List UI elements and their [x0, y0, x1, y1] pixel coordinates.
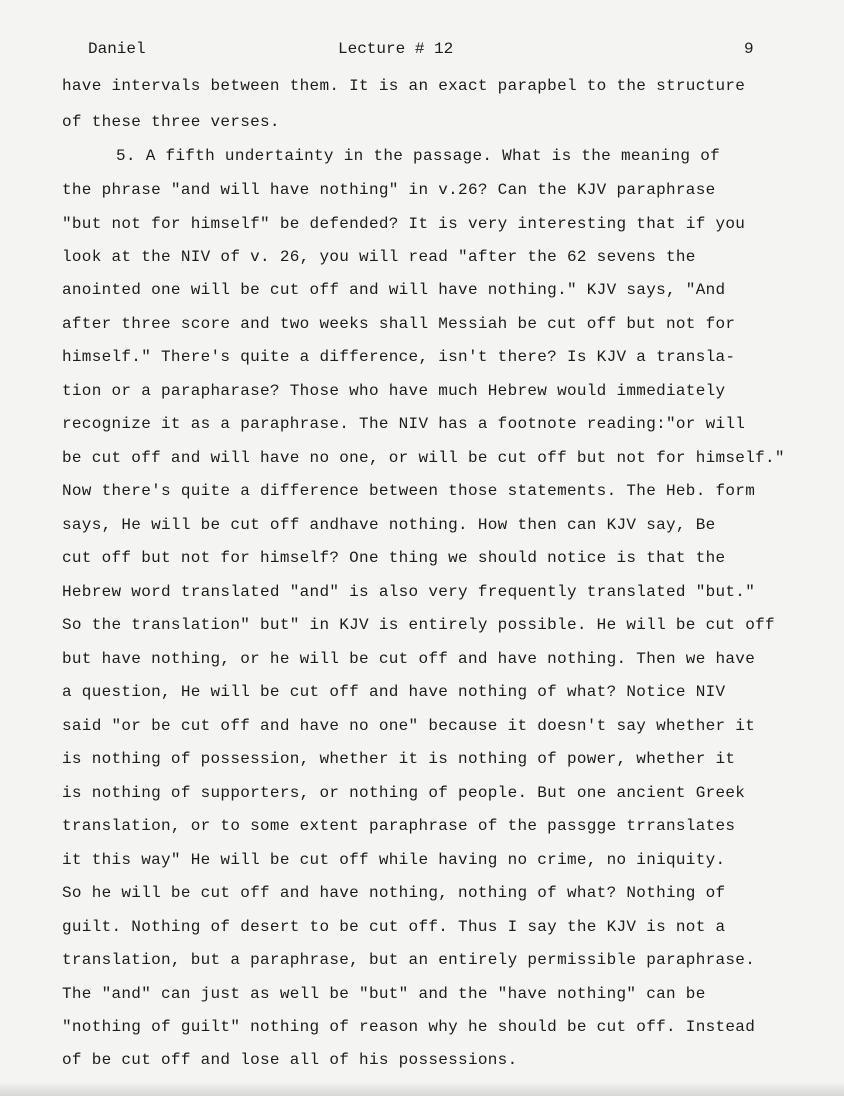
text-line: The "and" can just as well be "but" and the "have nothing" can be — [62, 985, 706, 1003]
text-line: look at the NIV of v. 26, you will read "after the 62 sevens the — [62, 248, 696, 266]
page-number: 9 — [744, 40, 754, 58]
text-line: recognize it as a paraphrase. The NIV has a footnote reading:"or will — [62, 415, 746, 433]
text-line: "but not for himself" be defended? It is very interesting that if you — [62, 215, 746, 233]
text-line: the phrase "and will have nothing" in v.26? Can the KJV paraphrase — [62, 181, 716, 199]
text-line: of these three verses. — [62, 113, 280, 131]
text-line: is nothing of supporters, or nothing of people. But one ancient Greek — [62, 784, 746, 802]
text-line: but have nothing, or he will be cut off and have nothing. Then we have — [62, 650, 756, 668]
text-line: after three score and two weeks shall Messiah be cut off but not for — [62, 315, 736, 333]
lecture-number: Lecture # 12 — [338, 40, 454, 58]
text-line: have intervals between them. It is an exact parapbel to the structure — [62, 77, 746, 95]
text-line: a question, He will be cut off and have nothing of what? Notice NIV — [62, 683, 726, 701]
text-line: So the translation" but" in KJV is entirely possible. He will be cut off — [62, 616, 775, 634]
text-line: says, He will be cut off andhave nothing. How then can KJV say, Be — [62, 516, 716, 534]
text-line: "nothing of guilt" nothing of reason why he should be cut off. Instead — [62, 1018, 756, 1036]
text-line: Now there's quite a difference between those statements. The Heb. form — [62, 482, 756, 500]
text-line: tion or a parapharase? Those who have much Hebrew would immediately — [62, 382, 726, 400]
book-title: Daniel — [88, 40, 146, 58]
scan-bottom-edge — [0, 1082, 844, 1096]
text-line: of be cut off and lose all of his possessions. — [62, 1051, 518, 1069]
page-header — [0, 40, 844, 64]
text-line: guilt. Nothing of desert to be cut off. Thus I say the KJV is not a — [62, 918, 726, 936]
text-line: anointed one will be cut off and will have nothing." KJV says, "And — [62, 281, 726, 299]
text-line: said "or be cut off and have no one" because it doesn't say whether it — [62, 717, 756, 735]
text-line: So he will be cut off and have nothing, nothing of what? Nothing of — [62, 884, 726, 902]
text-line: it this way" He will be cut off while having no crime, no iniquity. — [62, 851, 726, 869]
text-line: Hebrew word translated "and" is also very frequently translated "but." — [62, 583, 756, 601]
text-line: cut off but not for himself? One thing we should notice is that the — [62, 549, 726, 567]
text-line: is nothing of possession, whether it is nothing of power, whether it — [62, 750, 736, 768]
text-line: be cut off and will have no one, or will be cut off but not for himself." — [62, 449, 785, 467]
text-line: himself." There's quite a difference, isn't there? Is KJV a transla- — [62, 348, 736, 366]
text-line: translation, or to some extent paraphrase of the passgge trranslates — [62, 817, 736, 835]
text-line: 5. A fifth undertainty in the passage. What is the meaning of — [116, 147, 720, 165]
text-line: translation, but a paraphrase, but an entirely permissible paraphrase. — [62, 951, 756, 969]
